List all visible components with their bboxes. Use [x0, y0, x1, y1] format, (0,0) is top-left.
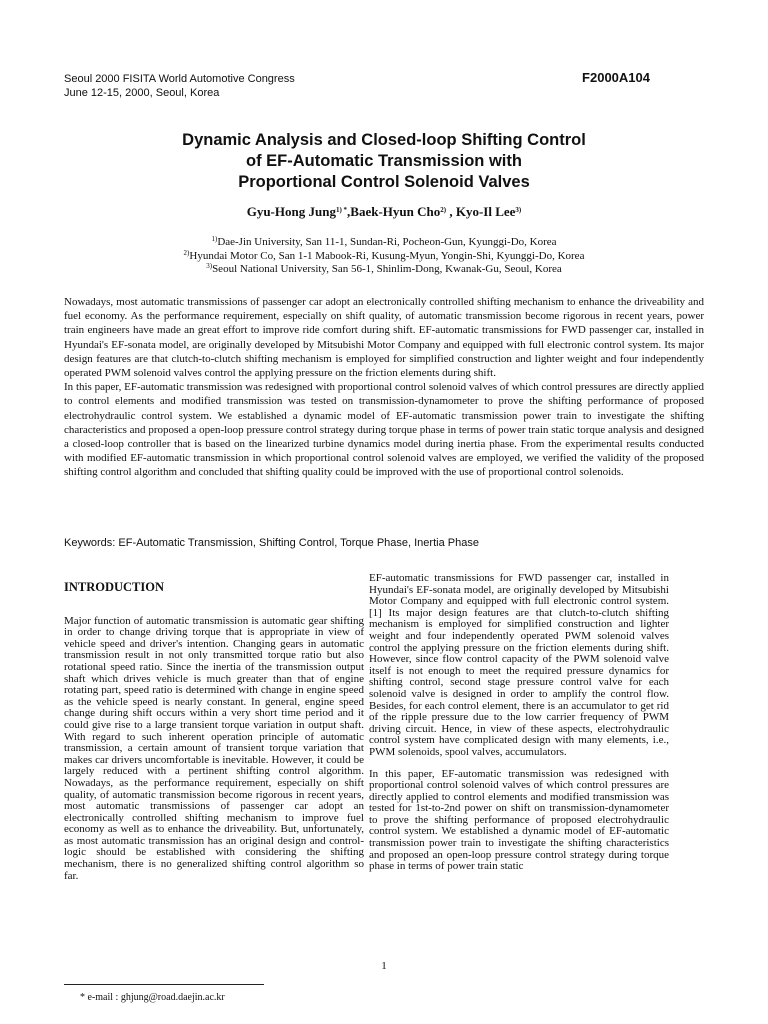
paper-title — [64, 130, 704, 193]
footnote-divider — [64, 984, 264, 985]
author-name: ,Baek-Hyun Cho — [347, 204, 441, 219]
affiliations — [64, 236, 704, 277]
abstract-paragraph-1: Nowadays, most automatic transmissions of passenger car adopt an electronically controlled shifting mechanism to enhance the driveability and fuel economy. As the performance requirement, especially on shift quality, of automatic transmission become rigorous in recent years, power train engineers have made an great effort to improve ride comfort during shift. EF-automatic transmissions for FWD passenger car, installed in Hyundai's EF-sonata model, are originally developed by Mitsubishi Motor Company and equipped with full electronic control system. Its major design features are that clutch-to-clutch shifting mechanism is employed for simplified construction and lighter weight and four independently operated PWM solenoid valves control the applying pressure on the friction elements during shift. — [64, 296, 704, 380]
conference-info — [64, 72, 295, 100]
keywords: Keywords: EF-Automatic Transmission, Shifting Control, Torque Phase, Inertia Phase — [64, 537, 479, 549]
body-paragraph: EF-automatic transmissions for FWD passenger car, installed in Hyundai's EF-sonata model, are originally developed by Mitsubishi Motor Company and equipped with full electronic control system.[1] Its major design features are that clutch-to-clutch shifting mechanism is employed for simplified construction and lighter weight and four independently operated PWM solenoid valves control the applying pressure on the friction elements during shift. However, since flow control capacity of the PWM solenoid valve itself is not enough to meet the required pressure dynamics for shifting control, second stage pressure control valve for each solenoid valve is designed in order to amplify the control flow. Besides, for each control element, there is an accumulator to get rid of the ripple pressure due to the low carrier frequency of PWM driving circuit. Hence, in view of these aspects, electrohydraulic control system have complicated design with many elements, i.e., PWM solenoids, spool valves, accumulators. — [369, 572, 669, 758]
conference-line-2: June 12-15, 2000, Seoul, Korea — [64, 87, 220, 99]
affiliation-marker: 3) — [206, 262, 213, 270]
affiliation-text: Dae-Jin University, San 11-1, Sundan-Ri, Pocheon-Gun, Kyunggi-Do, Korea — [217, 236, 557, 248]
author-name: Gyu-Hong Jung — [246, 204, 336, 219]
body-paragraph: Major function of automatic transmission is automatic gear shifting in order to change driving torque that is appropriate in view of vehicle speed and driver's intention. Changing gears in automatic transmission result in not only transmitted torque ratio but also rotational speed ratio. Since the inertia of the transmission output shaft which drives vehicle is much greater than that of engine rotating part, speed ratio is determined with change in engine speed as the vehicle speed is nearly constant. In general, engine speed change during shift occurs within a very short time period and it could give rise to a large transient torque variation in output shaft. With regard to such inherent operation principle of automatic transmission, a certain amount of transient torque variation that makes car drivers uncomfortable is inevitable. However, it could be largely reduced with a pertinent shifting control algorithm. Nowadays, as the performance requirement, especially on shift quality, of automatic transmission become rigorous in recent years, most automatic transmissions of passenger car adopt an electronically controlled shifting mechanism to improve fuel economy as well as to enhance the driveability. But, unfortunately, as most automatic transmission has an original design and control-logic should be established with considering the shifting mechanism, there is no generalized shifting control algorithm so far. — [64, 614, 364, 882]
author-marker: 1) * — [335, 206, 348, 214]
paper-id: F2000A104 — [582, 70, 650, 85]
affiliation-text: Hyundai Motor Co, San 1-1 Mabook-Ri, Kusung-Myun, Yongin-Shi, Kyunggi-Do, Korea — [189, 249, 585, 262]
affiliation-text: Seoul National University, San 56-1, Shinlim-Dong, Kwanak-Gu, Seoul, Korea — [212, 263, 562, 275]
section-heading-introduction: INTRODUCTION — [64, 580, 165, 594]
author-name: , Kyo-Il Lee — [446, 204, 516, 219]
title-line-3: Proportional Control Solenoid Valves — [238, 173, 530, 191]
author-list — [64, 204, 704, 220]
affiliation-marker: 2) — [183, 248, 190, 257]
affiliation-line — [64, 250, 704, 264]
left-column — [64, 580, 364, 892]
affiliation-marker: 1) — [211, 235, 218, 243]
title-line-1: Dynamic Analysis and Closed-loop Shifting Control — [182, 131, 586, 149]
footnote-email: * e-mail : ghjung@road.daejin.ac.kr — [80, 992, 225, 1003]
body-paragraph: In this paper, EF-automatic transmission was redesigned with proportional control solenoid valves of which control pressures are directly applied to control elements and modified transmission was tested for 1st-to-2nd power on shift on transmission-dynamometer to prove the shifting performance of proposed electrohydraulic control system. We established a dynamic model of EF-automatic transmission power train to investigate the shifting characteristics and proposed an open-loop pressure control strategy during torque phase in terms of power train static — [369, 767, 669, 873]
page-number: 1 — [381, 960, 387, 972]
affiliation-line — [64, 236, 704, 250]
affiliation-line — [64, 263, 704, 277]
author-marker: 3) — [515, 206, 522, 214]
abstract — [64, 295, 704, 480]
author-marker: 2) — [440, 206, 447, 214]
right-column — [369, 573, 669, 883]
abstract-paragraph-2: In this paper, EF-automatic transmission was redesigned with proportional control solenoid valves of which control pressures are directly applied to control elements and modified transmission was tested on transmission-dynamometer to prove the shifting performance of proposed electrohydraulic control system. We established a dynamic model of EF-automatic transmission power train to investigate the shifting characteristics and proposed a open-loop pressure control strategy during torque phase in terms of power train static torque analysis and designed a closed-loop controller that is based on the linearized turbine dynamics model during inertia phase. From the experimental results conducted with modified EF-automatic transmission in which proportional control solenoid valves are employed, we verified the validity of the proposed shifting control algorithm and concluded that shifting quality could be improved with the use of proportional control solenoids. — [64, 381, 704, 479]
title-line-2: of EF-Automatic Transmission with — [246, 152, 522, 170]
conference-line-1: Seoul 2000 FISITA World Automotive Congress — [64, 73, 295, 85]
